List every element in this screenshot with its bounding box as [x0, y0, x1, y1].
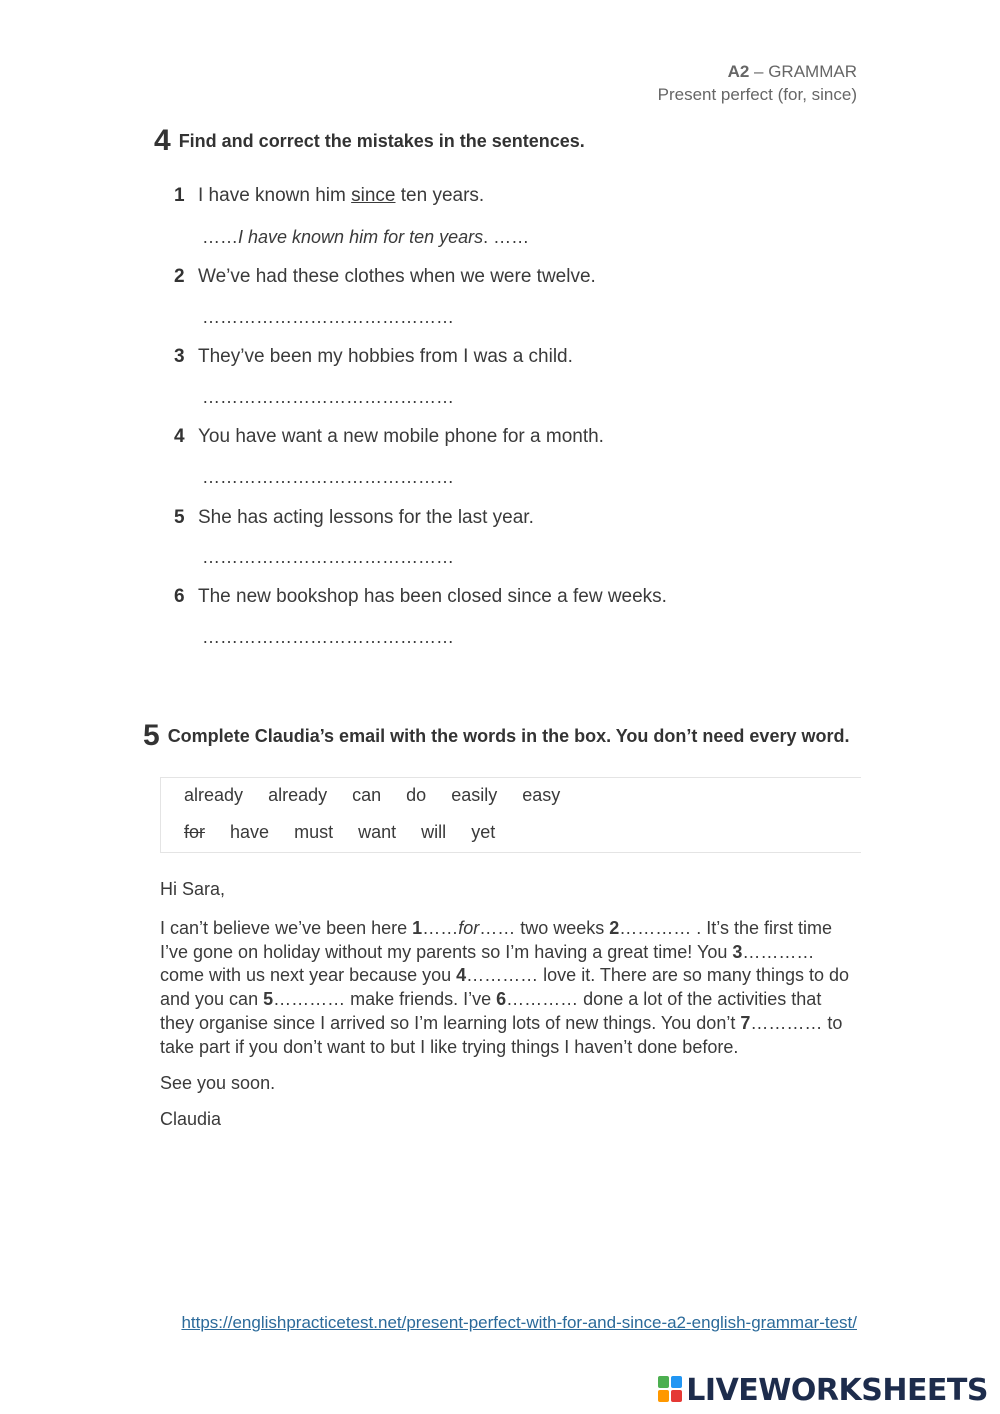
gap-number: 3	[732, 941, 743, 962]
sentence-4	[174, 426, 604, 448]
level-label: A2	[727, 62, 750, 81]
word: already	[268, 785, 328, 805]
liveworksheets-logo[interactable]	[658, 1372, 988, 1408]
source-link[interactable]: https://englishpracticetest.net/present-perfect-with-for-and-since-a2-english-grammar-test/	[181, 1313, 857, 1332]
blank-line: ……………………………………	[202, 627, 454, 647]
word: want	[358, 822, 397, 842]
level-line	[658, 60, 857, 83]
exercise-4-title	[154, 124, 585, 158]
word-row-1	[184, 785, 580, 806]
gap-number: 7	[740, 1012, 751, 1033]
topic-label: Present perfect (for, since)	[657, 85, 857, 104]
body-text[interactable]: ………… to take part if you don’t want to but I like trying things I haven’t done before.	[160, 1012, 843, 1057]
blank-line: ……………………………………	[202, 307, 454, 327]
body-text[interactable]: ………… . It’s the first time I’ve gone on holiday without my parents so I’m having a great time! You	[160, 918, 832, 962]
word: do	[406, 785, 427, 805]
blank-line: ……………………………………	[202, 467, 454, 487]
blank-line: ……………………………………	[202, 387, 454, 407]
word: will	[421, 822, 447, 842]
blank-line: ……………………………………	[202, 547, 454, 567]
item-number: 1	[174, 185, 185, 206]
exercise-number: 4	[154, 124, 171, 157]
exercise-instruction: Complete Claudia’s email with the words in the box. You don’t need every word.	[167, 726, 850, 746]
word: yet	[471, 822, 496, 842]
word-row-2	[184, 822, 515, 843]
email-body	[160, 917, 860, 1059]
sentence-text: She has acting lessons for the last year.	[198, 507, 534, 528]
sentence-text-end: ten years.	[395, 185, 485, 206]
answer-blank-5[interactable]	[202, 547, 454, 568]
answer-dots-end: . ……	[483, 227, 530, 247]
logo-icon	[658, 1376, 684, 1404]
sentence-text: They’ve been my hobbies from I was a child.	[198, 346, 573, 367]
gap-dots: ……	[422, 918, 459, 938]
brand-name: LIVEWORKSHEETS	[686, 1372, 988, 1408]
body-text[interactable]: ………… come with us next year because you	[160, 941, 815, 986]
body-text[interactable]: ………… done a lot of the activities that they organise since I arrived so I’m learning lots of new things. You don’t	[160, 989, 822, 1033]
word: easy	[522, 785, 561, 805]
exercise-5-title	[143, 719, 849, 753]
body-text[interactable]: ………… make friends. I’ve	[273, 989, 497, 1010]
word: must	[294, 822, 334, 842]
answer-1[interactable]	[202, 227, 529, 248]
mistake-word: since	[351, 185, 396, 206]
sentence-1	[174, 185, 484, 207]
gap-number: 4	[456, 965, 467, 986]
item-number: 6	[174, 586, 185, 607]
sentence-text: We’ve had these clothes when we were twelve.	[198, 266, 596, 287]
item-number: 5	[174, 507, 185, 528]
example-answer: I have known him for ten years	[238, 227, 484, 247]
sentence-text: You have want a new mobile phone for a month.	[198, 426, 604, 447]
gap-number: 1	[412, 918, 423, 938]
exercise-instruction: Find and correct the mistakes in the sentences.	[178, 131, 585, 151]
sentence-3	[174, 346, 573, 368]
body-text: I can’t believe we’ve been here	[160, 918, 413, 938]
used-word: for	[184, 822, 206, 842]
page-header	[658, 60, 857, 106]
sentence-2	[174, 266, 596, 288]
word: can	[352, 785, 382, 805]
email-greeting: Hi Sara,	[160, 879, 226, 899]
word-box	[160, 777, 861, 853]
word: have	[230, 822, 270, 842]
item-number: 4	[174, 426, 185, 447]
answer-blank-2[interactable]	[202, 307, 454, 328]
answer-blank-3[interactable]	[202, 387, 454, 408]
email-closing: See you soon.	[160, 1073, 276, 1093]
sentence-text: I have known him	[198, 185, 352, 206]
body-text: …… two weeks	[479, 918, 610, 938]
gap-number: 5	[263, 989, 274, 1010]
answer-dots: ……	[202, 227, 238, 247]
body-text[interactable]: ………… love it. There are so many things to do and you can	[160, 965, 850, 1010]
word: already	[184, 785, 244, 805]
sentence-text: The new bookshop has been closed since a few weeks.	[198, 586, 667, 607]
item-number: 2	[174, 266, 185, 287]
exercise-number: 5	[143, 719, 160, 752]
sentence-6	[174, 586, 667, 608]
answer-blank-6[interactable]	[202, 627, 454, 648]
gap-number: 6	[496, 989, 507, 1010]
sentence-5	[174, 507, 534, 529]
answer-blank-4[interactable]	[202, 467, 454, 488]
example-answer: for	[458, 918, 480, 938]
section-label: – GRAMMAR	[749, 62, 857, 81]
email-signature: Claudia	[160, 1109, 222, 1129]
word: easily	[451, 785, 498, 805]
item-number: 3	[174, 346, 185, 367]
gap-number: 2	[609, 918, 620, 938]
